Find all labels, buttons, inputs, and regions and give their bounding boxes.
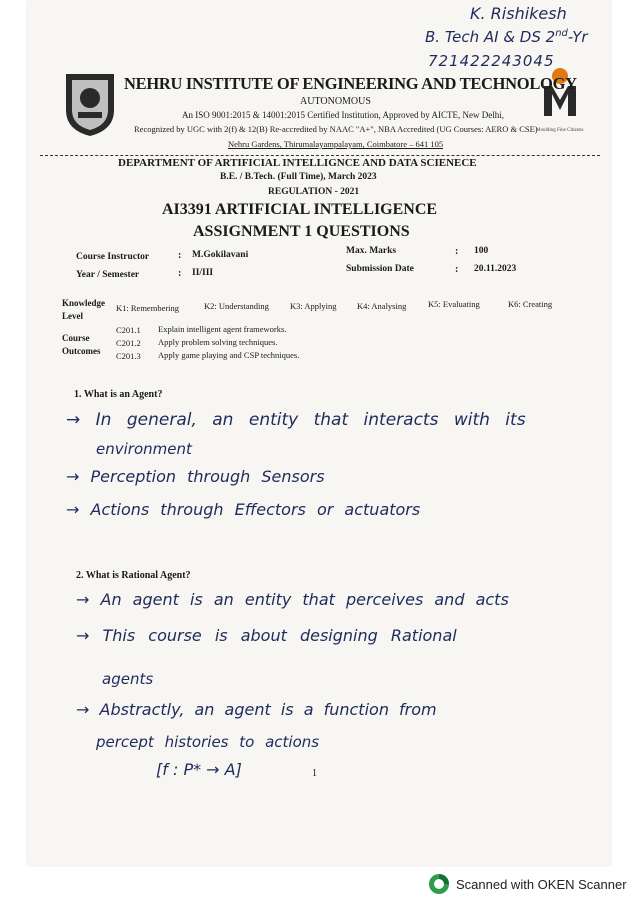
- answer-2-line-2: → This course is about designing Rational: [76, 626, 457, 645]
- course-year-text: B. Tech AI & DS 2: [425, 28, 556, 46]
- submission-date-value: 20.11.2023: [474, 264, 517, 274]
- outcomes-label-2: Outcomes: [62, 346, 101, 356]
- outcomes-label: Course: [62, 333, 90, 343]
- question-2: 2. What is Rational Agent?: [76, 570, 191, 581]
- student-name: K. Rishikesh: [470, 4, 567, 23]
- student-roll-number: 721422243045: [428, 52, 555, 70]
- knowledge-level-k2: K2: Understanding: [204, 301, 269, 311]
- answer-2-formula: [f : P* → A]: [156, 760, 242, 779]
- course-title: AI3391 ARTIFICIAL INTELLIGENCE: [162, 201, 438, 218]
- institution-name: NEHRU INSTITUTE OF ENGINEERING AND TECHNOLOGY: [124, 74, 577, 93]
- submission-date-label: Submission Date: [346, 264, 414, 274]
- max-marks-value: 100: [474, 246, 489, 256]
- answer-1-line-3: → Perception through Sensors: [66, 467, 325, 486]
- knowledge-level-k1: K1: Remembering: [116, 303, 180, 313]
- header-divider: [40, 155, 600, 156]
- outcome-code-2: C201.2: [116, 338, 141, 348]
- outcome-text-2: Apply problem solving techniques.: [158, 337, 278, 347]
- answer-1-line-4: → Actions through Effectors or actuators: [66, 500, 421, 519]
- answer-2-line-5: percept histories to actions: [96, 733, 320, 751]
- student-course-year: [425, 28, 588, 46]
- page-number: 1: [312, 768, 317, 779]
- knowledge-level-k4: K4: Analysing: [357, 301, 407, 311]
- autonomous-label: AUTONOMOUS: [300, 96, 371, 107]
- answer-1-line-2: environment: [96, 440, 192, 458]
- program-line: B.E. / B.Tech. (Full Time), March 2023: [220, 172, 377, 182]
- year-value: II/III: [192, 268, 214, 278]
- regulation-line: REGULATION - 2021: [268, 187, 360, 197]
- accreditation-line-2: Recognized by UGC with 2(f) & 12(B) Re-accredited by NAAC "A+", NBA Accredited (UG Courses: AERO & CSE): [134, 124, 538, 134]
- year-suffix: -Yr: [567, 28, 588, 46]
- instructor-colon: :: [178, 250, 182, 261]
- accreditation-line-1: An ISO 9001:2015 & 14001:2015 Certified Institution, Approved by AICTE, New Delhi,: [182, 110, 504, 120]
- institution-crest-icon: [62, 70, 118, 138]
- department-name: DEPARTMENT OF ARTIFICIAL INTELLIGNCE AND DATA SCIENECE: [118, 157, 477, 169]
- logo-tagline: Moulding Fine Citizens: [536, 128, 584, 133]
- oken-scanner-icon: [428, 873, 450, 895]
- instructor-label: Course Instructor: [76, 252, 150, 262]
- year-label: Year / Semester: [76, 270, 140, 280]
- knowledge-level-k3: K3: Applying: [290, 301, 337, 311]
- institution-address: Nehru Gardens, Thirumalayampalayam, Coimbatore – 641 105: [228, 139, 444, 149]
- knowledge-label: Knowledge: [62, 298, 106, 308]
- instructor-value: M.Gokilavani: [192, 250, 249, 260]
- assignment-title: ASSIGNMENT 1 QUESTIONS: [193, 223, 410, 240]
- max-marks-label: Max. Marks: [346, 246, 397, 256]
- answer-2-line-1: → An agent is an entity that perceives and acts: [76, 590, 509, 609]
- knowledge-level-k6: K6: Creating: [508, 299, 553, 309]
- answer-2-line-3: agents: [102, 670, 154, 688]
- submission-date-colon: :: [455, 264, 459, 275]
- knowledge-label-2: Level: [62, 311, 83, 321]
- outcome-text-1: Explain intelligent agent frameworks.: [158, 324, 287, 334]
- year-superscript: nd: [555, 28, 568, 39]
- answer-2-line-4: → Abstractly, an agent is a function from: [76, 700, 437, 719]
- outcome-code-1: C201.1: [116, 325, 141, 335]
- outcome-code-3: C201.3: [116, 351, 141, 361]
- knowledge-level-k5: K5: Evaluating: [428, 299, 480, 309]
- question-1: 1. What is an Agent?: [74, 389, 163, 400]
- scanner-watermark: [428, 873, 627, 895]
- max-marks-colon: :: [455, 246, 459, 257]
- scanner-watermark-text: Scanned with OKEN Scanner: [456, 876, 627, 892]
- year-colon: :: [178, 268, 182, 279]
- outcome-text-3: Apply game playing and CSP techniques.: [158, 350, 300, 360]
- answer-1-line-1: → In general, an entity that interacts with its: [66, 410, 526, 430]
